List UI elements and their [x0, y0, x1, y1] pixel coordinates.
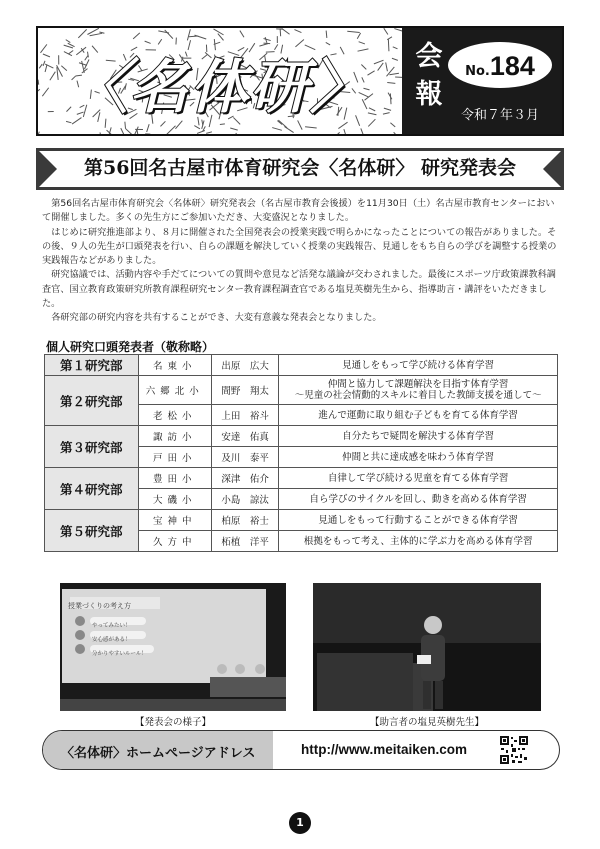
- photo-caption: 【助言者の塩見英樹先生】: [369, 717, 484, 728]
- homepage-url-link[interactable]: http://www.meitaiken.com: [301, 742, 468, 757]
- topic-cell: 根拠をもって考え、主体的に学ぶ力を高める体育学習: [279, 531, 558, 552]
- school-cell: 戸田小: [138, 447, 211, 468]
- slide-title: 授業づくりの考え方: [68, 602, 131, 610]
- table-row: [45, 376, 558, 405]
- masthead-title: 〈名体研〉: [69, 53, 370, 121]
- topic-subtitle: 〜児童の社会情動的スキルに着目した教師支援を通して〜: [294, 390, 542, 401]
- kaiho-label-1: 会: [415, 41, 443, 72]
- table-row: [45, 468, 558, 489]
- advisor-photo: [313, 583, 541, 711]
- presenters-table: [44, 354, 558, 552]
- article-paragraph: はじめに研究推進部より、８月に開催された全国発表会の授業実践で明らかになったことについての報告がありました。その後、９人の先生が口頭発表を行い、自らの課題を解決していく授業の実践報告、見通しをもち自らの学びを調整する授業の実践報告などがありました。: [42, 226, 557, 267]
- advisor-scene: [313, 583, 541, 711]
- dept-cell: 第２研究部: [45, 376, 139, 426]
- presenters-table-title: 個人研究口頭発表者（敬称略）: [46, 340, 215, 354]
- school-cell: 久方中: [138, 531, 211, 552]
- dept-cell: 第１研究部: [45, 355, 139, 376]
- masthead: [36, 26, 564, 136]
- issue-date: 令和７年３月: [460, 108, 539, 123]
- school-cell: 名東小: [138, 355, 211, 376]
- topic-cell: 自分たちで疑問を解決する体育学習: [279, 426, 558, 447]
- topic-cell: 自律して学び続ける児童を育てる体育学習: [279, 468, 558, 489]
- school-cell: 六郷北小: [138, 376, 211, 405]
- school-cell: 諏訪小: [138, 426, 211, 447]
- dept-cell: 第５研究部: [45, 510, 139, 552]
- topic-cell: 自ら学びのサイクルを回し、動きを高める体育学習: [279, 489, 558, 510]
- masthead-issue-panel: [402, 28, 562, 134]
- name-cell: 小島 諒汰: [211, 489, 278, 510]
- article-paragraph: 各研究部の研究内容を共有することができ、大変有意義な発表会となりました。: [51, 312, 382, 324]
- school-cell: 大磯小: [138, 489, 211, 510]
- slide-item: やってみたい！: [92, 623, 131, 629]
- article-paragraph: 第56回名古屋市体育研究会〈名体研〉研究発表会（名古屋市教育会後援）を11月30日（土）名古屋市教育センターにおいて開催しました。多くの先生方にご参加いただき、大変盛況となりました。: [42, 198, 555, 224]
- dept-cell: 第３研究部: [45, 426, 139, 468]
- slide-item: 安心感がある！: [92, 637, 131, 643]
- name-cell: 出原 広大: [211, 355, 278, 376]
- kaiho-label-2: 報: [415, 79, 443, 110]
- homepage-label: 〈名体研〉ホームページアドレス: [61, 746, 256, 761]
- name-cell: 間野 翔太: [211, 376, 278, 405]
- page-number: 1: [289, 812, 311, 834]
- article-paragraph: 研究協議では、活動内容や手だてについての質問や意見など活発な議論が交わされました。最後にスポーツ庁政策課教科調査官、国立教育政策研究所教育課程研究センター教育課程調査官である塩見英樹先生から、指導助言・講評をいただきました。: [42, 269, 556, 310]
- topic-cell: 仲間と共に達成感を味わう体育学習: [279, 447, 558, 468]
- school-cell: 豊田小: [138, 468, 211, 489]
- topic-text: 仲間と協力して課題解決を目指す体育学習: [327, 379, 509, 390]
- masthead-title-box: [38, 28, 404, 134]
- table-row: [45, 355, 558, 376]
- topic-cell: 見通しをもって行動することができる体育学習: [279, 510, 558, 531]
- topic-cell: 進んで運動に取り組む子どもを育てる体育学習: [279, 405, 558, 426]
- article-body: [42, 197, 562, 326]
- name-cell: 深津 佑介: [211, 468, 278, 489]
- homepage-address-bar: [42, 730, 560, 770]
- name-cell: 柘植 洋平: [211, 531, 278, 552]
- presentation-photo: [60, 583, 286, 711]
- table-row: [45, 426, 558, 447]
- school-cell: 宝神中: [138, 510, 211, 531]
- kaiho-label: [414, 38, 444, 114]
- school-cell: 老松小: [138, 405, 211, 426]
- name-cell: 及川 泰平: [211, 447, 278, 468]
- headline-title: 第56回名古屋市体育研究会〈名体研〉 研究発表会: [83, 157, 517, 179]
- table-row: [45, 510, 558, 531]
- issue-prefix: No.: [465, 64, 490, 79]
- issue-number: 184: [489, 51, 535, 81]
- issue-number-badge: [448, 42, 552, 88]
- name-cell: 柏原 裕士: [211, 510, 278, 531]
- topic-cell: [279, 376, 558, 405]
- headline-banner: [36, 148, 564, 190]
- name-cell: 安達 佑真: [211, 426, 278, 447]
- name-cell: 上田 裕斗: [211, 405, 278, 426]
- topic-cell: [279, 355, 558, 376]
- dept-cell: 第４研究部: [45, 468, 139, 510]
- photo-caption: 【発表会の様子】: [134, 717, 211, 728]
- headline-inner: [39, 151, 561, 187]
- topic-text: 見通しをもって学び続ける体育学習: [342, 359, 495, 371]
- qr-code-icon[interactable]: [499, 735, 529, 765]
- slide-item: 分かりやすいルール！: [92, 651, 147, 657]
